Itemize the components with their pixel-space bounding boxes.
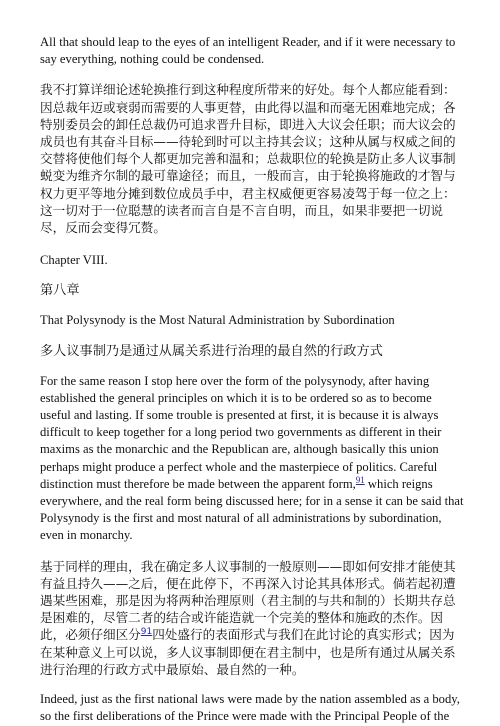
footnote-link-91-zh[interactable]: 91 — [140, 627, 153, 638]
document-page — [40, 34, 464, 726]
paragraph-chinese-1: 我不打算详细论述轮换推行到这种程度所带来的好处。每个人都应能看到：因总裁年迈或衰弱而需要的人事更替，由此得以温和而毫无困难地完成；各特别委员会的卸任总裁仍可追求晋升目标，即进入大议会任职；而大议会的成员也有其奋斗目标——待轮到时可以主持其会议；这种从属与权威之间的交替将使他们每个人都更加完善和温和；总裁职位的轮换是防止多人议事制蜕变为维齐尔制的最可靠途径；而且，一般而言，由于轮换将施政的才智与权力更平等地分摊到数位成员手中，君主权威便更容易凌驾于每一位之上：这一切对于一位聪慧的读者而言自是不言自明，而且，如果非要把一切说尽，反而会变得冗赘。 — [40, 82, 456, 236]
chapter-heading-chinese: 第八章 — [40, 283, 80, 299]
paragraph-chinese-2-part-1: 基于同样的理由，我在确定多人议事制的一般原则——即如何安排才能使其有益且持久——之后，便在此停下，不再深入讨论其具体形式。倘若起初遭遇某些困难，那是因为将两种治理原则（君主制的与共和制的）长期共存总是困难的，尽管二者的结合或许能造就一个完美的整体和施政的杰作。因此，必须仔细区分 — [40, 558, 456, 643]
footnote-link-91[interactable]: 91 — [355, 474, 365, 485]
paragraph-english-2-part-1: For the same reason I stop here over the form of the polysynody, after having established the general principles on which it is to be ordered so as to become useful and lasting. If some trouble is presented at first, it is because it is always difficult to keep together for a long period two governments as different in their maxims as the monarchic and the Republican are, although basically this union perhaps might produce a perfect whole and the masterpiece of politics. Careful distinction must therefore be made between the apparent form, — [40, 373, 442, 491]
paragraph-english-2 — [40, 373, 464, 545]
chapter-heading-english: Chapter VIII. — [40, 253, 108, 268]
paragraph-chinese-2 — [40, 558, 464, 678]
paragraph-chinese-2-part-2: 四处盛行的表面形式与我们在此讨论的真实形式；因为在某种意义上可以说，多人议事制即便在君主制中，也是所有通过从属关系进行治理的行政方式中最原始、最自然的一种。 — [40, 627, 456, 677]
paragraph-english-1: All that should leap to the eyes of an intelligent Reader, and if it were necessary to say everything, nothing could be condensed. — [40, 35, 456, 67]
chapter-title-english: That Polysynody is the Most Natural Administration by Subordination — [40, 313, 395, 328]
paragraph-english-2-part-2: which reigns everywhere, and the real form being discussed here; for in a sense it can be said that Polysynody is the first and most natural of all administrations by subordination, even in monarchy. — [40, 476, 464, 543]
paragraph-english-3: Indeed, just as the first national laws were made by the nation assembled as a body, so the first deliberations of the Prince were made with the Principal People of the — [40, 692, 460, 724]
chapter-title-chinese: 多人议事制乃是通过从属关系进行治理的最自然的行政方式 — [40, 343, 383, 359]
